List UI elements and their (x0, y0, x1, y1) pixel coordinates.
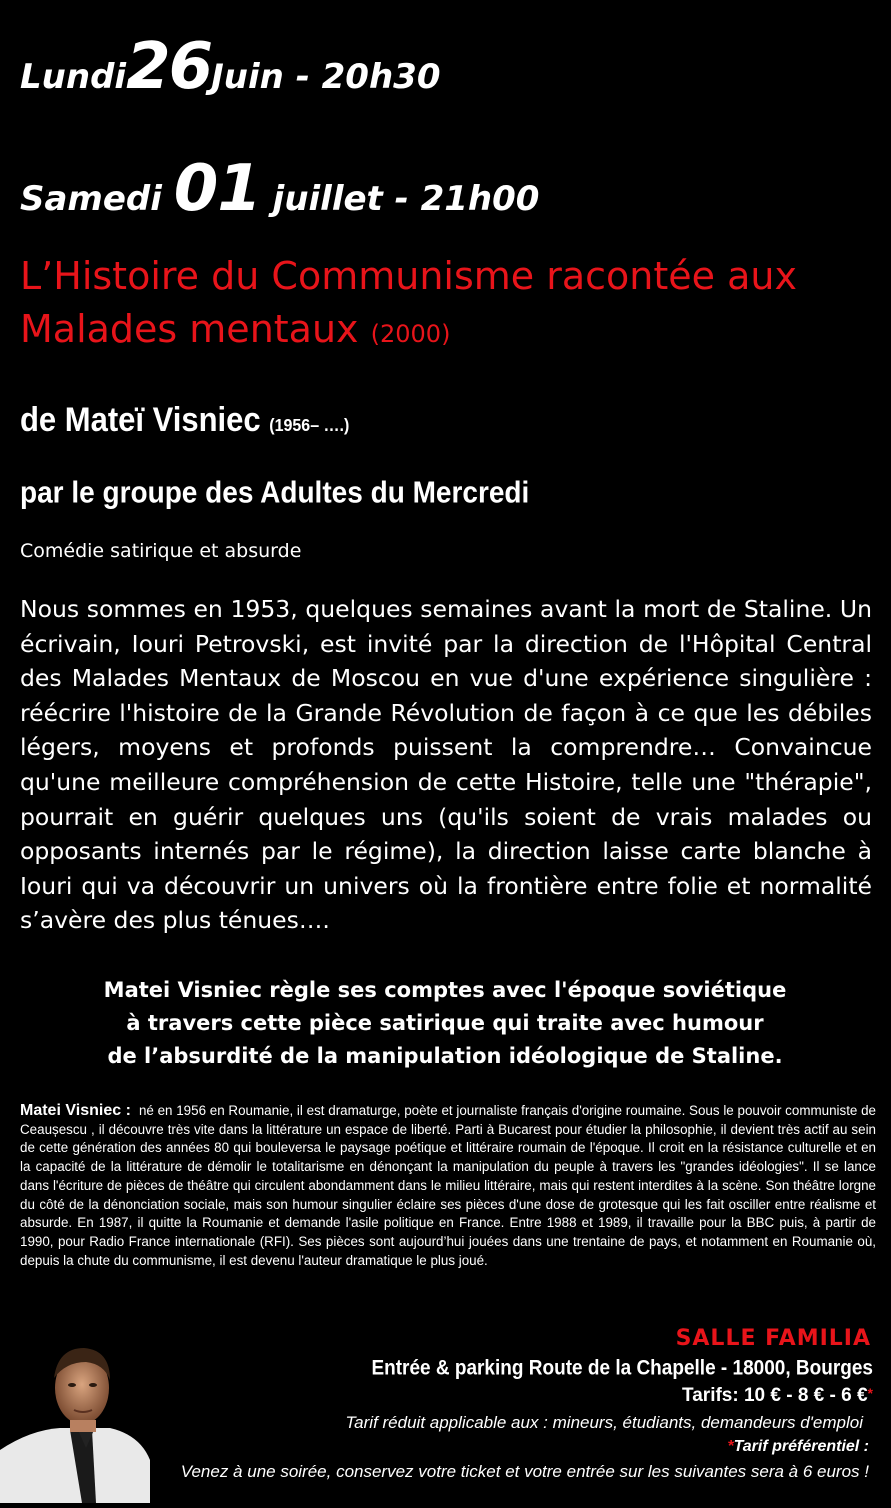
venue-address: Entrée & parking Route de la Chapelle - 18000, Bourges (371, 1357, 873, 1381)
ticket-prices (682, 1385, 873, 1407)
date-2-number: 01 (173, 152, 261, 226)
play-title (20, 250, 880, 361)
group-line: par le groupe des Adultes du Mercredi (20, 475, 530, 510)
venue-name: SALLE FAMILIA (675, 1326, 871, 1351)
quote-line-3: de l’absurdité de la manipulation idéologique de Staline. (107, 1044, 783, 1068)
date-1-rest: Juin - 20h30 (211, 57, 441, 97)
date-1-day: Lundi (20, 57, 127, 97)
author-years: (1956– ….) (269, 416, 350, 436)
play-title-text: L’Histoire du Communisme racontée aux Malades mentaux (20, 254, 797, 351)
date-2-rest: juillet - 21h00 (272, 179, 540, 219)
preferential-rate-note: Venez à une soirée, conservez votre ticket et votre entrée sur les suivantes sera à 6 euros ! (180, 1462, 869, 1481)
preferential-rate-heading (727, 1438, 869, 1456)
author-line (20, 400, 349, 440)
bio-lead: Matei Visniec : (20, 1102, 131, 1119)
date-2-day: Samedi (20, 179, 162, 219)
synopsis-paragraph: Nous sommes en 1953, quelques semaines avant la mort de Staline. Un écrivain, Iouri Petrovski, est invité par la direction de l'Hôpital Central des Malades Mentaux de Moscou en vue d'une expérience singulière : réécrire l'histoire de la Grande Révolution de façon à ce que les débiles légers, moyens et profonds puissent la comprendre… Convaincue qu'une meilleure compréhension de cette Histoire, telle une "thérapie", pourrait en guérir quelques uns (qu'ils soient de vrais malades ou opposants internés par le régime), la direction laisse carte blanche à Iouri qui va découvrir un univers où la frontière entre folie et normalité s’avère des plus ténues…. (20, 595, 872, 935)
date-line-1 (20, 30, 440, 104)
genre-line: Comédie satirique et absurde (20, 540, 302, 562)
play-title-year: (2000) (370, 320, 451, 348)
asterisk-mark: * (867, 1385, 873, 1401)
quote-line-1: Matei Visniec règle ses comptes avec l'époque soviétique (103, 978, 787, 1002)
date-line-2 (20, 152, 539, 226)
highlight-quote (60, 974, 830, 1073)
quote-line-2: à travers cette pièce satirique qui traite avec humour (126, 1011, 764, 1035)
preferential-rate-label: Tarif préférentiel : (733, 1438, 869, 1455)
reduced-rate-note: Tarif réduit applicable aux : mineurs, étudiants, demandeurs d'emploi (345, 1413, 863, 1432)
asterisk-mark: * (727, 1438, 734, 1455)
date-1-number: 26 (126, 30, 212, 104)
ticket-prices-text: Tarifs: 10 € - 8 € - 6 € (682, 1385, 868, 1406)
author-photo (0, 1330, 170, 1503)
author-name: de Mateï Visniec (20, 400, 261, 439)
bio-text: né en 1956 en Roumanie, il est dramaturge, poète et journaliste français d'origine roumaine. Sous le pouvoir communiste de Ceaușescu , il découvre très vite dans la littérature un espace de liberté. Parti à Bucarest pour étudier la philosophie, il devient très actif au sein de cette génération des années 80 qui bouleversa le paysage poétique et littéraire roumain de l'époque. Il croit en la résistance culturelle et en la capacité de la littérature de démolir le totalitarisme en dénonçant la manipulation du peuple à travers les "grandes idéologies". Il se lance dans l'écriture de pièces de théâtre qui circulent abondamment dans le milieu littéraire, mais qui restent interdites à la scène. Son théâtre lorgne du côté de la dénonciation sociale, mais son humour singulier éclaire ses pièces d'une dose de grotesque qui les fait osciller entre réalisme et absurde. En 1987, il quitte la Roumanie et demande l'asile politique en France. Entre 1988 et 1989, il travaille pour la BBC puis, à partir de 1990, pour Radio France internationale (RFI). Ses pièces sont aujourd’hui jouées dans une trentaine de pays, et notamment en Roumanie où, depuis la chute du communisme, il est devenu l'auteur dramatique le plus joué. (20, 1103, 877, 1268)
author-biography (20, 1102, 876, 1270)
